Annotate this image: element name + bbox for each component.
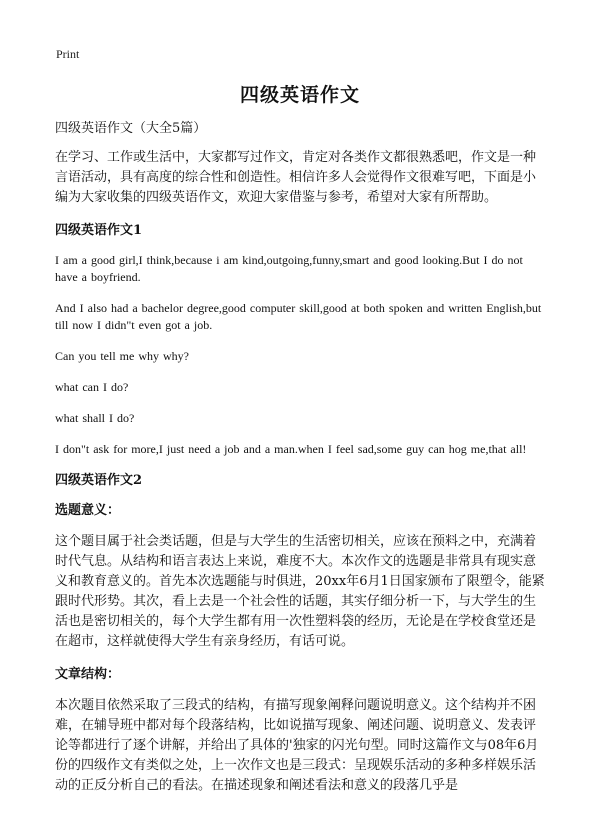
page-title: 四级英语作文	[239, 84, 360, 106]
section-heading-structure: 文章结构：	[55, 667, 121, 682]
document-subtitle: 四级英语作文（大全5篇）	[55, 121, 207, 136]
essay1-paragraph: Can you tell me why why?	[55, 349, 189, 363]
topic-significance-paragraph: 这个题目属于社会类话题，但是与大学生的生活密切相关，应该在预料之中，充满着时代气息。从结构和语言表达上来说，难度不大。本次作文的选题是非常具有现实意义和教育意义的。首先本次选题能与时俱进，20xx年6月1日国家颁布了限塑令，能紧跟时代形势。其次，看上去是一个社会性的话题，其实仔细分析一下，与大学生的生活也是密切相关的，每个大学生都有用一次性塑料袋的经历，无论是在学校食堂还是在超市，这样就使得大学生有亲身经历，有话可说。	[55, 534, 545, 649]
essay1-paragraph: what shall I do?	[55, 411, 135, 425]
essay1-paragraph: I don"t ask for more,I just need a job and a man.when I feel sad,some guy can hog me,that all!	[55, 442, 527, 456]
essay1-paragraph: what can I do?	[55, 380, 129, 394]
document-body	[55, 120, 547, 810]
essay1-paragraph: And I also had a bachelor degree,good computer skill,good at both spoken and written English,but till now I didn"t even got a job.	[55, 301, 542, 332]
structure-paragraph: 本次题目依然采取了三段式的结构，有描写现象阐释问题说明意义。这个结构并不困难，在辅导班中都对每个段落结构，比如说描写现象、阐述问题、说明意义、发表评论等都进行了逐个讲解，并给出了具体的'独家的闪光句型。同时这篇作文与08年6月份的四级作文有类似之处，上一次作文也是三段式：呈现娱乐活动的多种多样娱乐活动的正反分析自己的看法。在描述现象和阐述看法和意义的段落几乎是	[55, 698, 539, 793]
section-heading-topic-significance: 选题意义：	[55, 503, 121, 518]
print-link[interactable]: Print	[56, 47, 80, 61]
intro-paragraph: 在学习、工作或生活中，大家都写过作文，肯定对各类作文都很熟悉吧，作文是一种言语活动，具有高度的综合性和创造性。相信许多人会觉得作文很难写吧，下面是小编为大家收集的四级英语作文，欢迎大家借鉴与参考，希望对大家有所帮助。	[55, 150, 537, 205]
essay1-heading: 四级英语作文1	[55, 223, 143, 238]
essay2-heading: 四级英语作文2	[55, 473, 143, 488]
essay1-paragraph: I am a good girl,I think,because i am kind,outgoing,funny,smart and good looking.But I do not have a boyfriend.	[55, 253, 523, 284]
